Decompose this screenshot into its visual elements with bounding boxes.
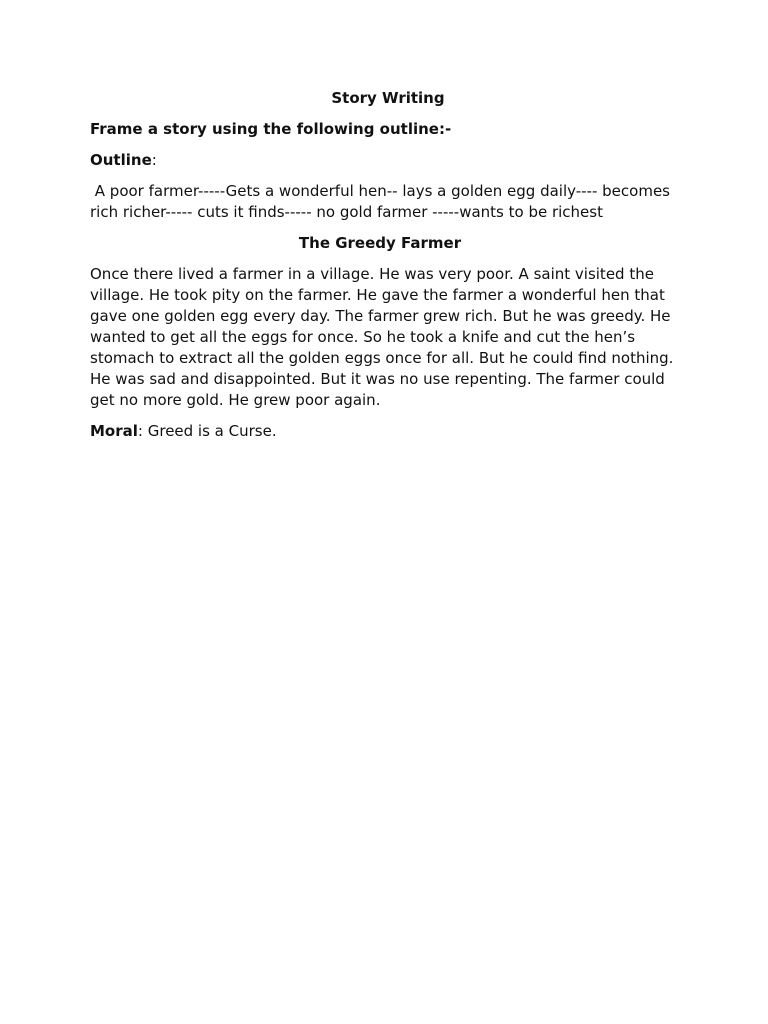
- outline-text: A poor farmer-----Gets a wonderful hen-- lays a golden egg daily---- becomes rich richer----- cuts it finds----- no gold farmer -----wants to be richest: [90, 182, 675, 221]
- outline-label: Outline: [90, 151, 152, 169]
- moral-line: [90, 421, 686, 442]
- story-body: Once there lived a farmer in a village. He was very poor. A saint visited the village. He took pity on the farmer. He gave the farmer a wonderful hen that gave one golden egg every day. The farmer grew rich. But he was greedy. He wanted to get all the eggs for once. So he took a knife and cut the hen’s stomach to extract all the golden eggs once for all. But he could find nothing. He was sad and disappointed. But it was no use repenting. The farmer could get no more gold. He grew poor again.: [90, 265, 674, 409]
- page-title: Story Writing: [331, 89, 445, 107]
- outline-colon: :: [151, 151, 157, 169]
- outline-heading: [90, 150, 686, 171]
- story-title: The Greedy Farmer: [298, 234, 462, 252]
- document-content: [90, 88, 686, 452]
- moral-text: : Greed is a Curse.: [137, 422, 277, 440]
- moral-label: Moral: [90, 422, 138, 440]
- instruction-text: Frame a story using the following outline:-: [90, 120, 452, 138]
